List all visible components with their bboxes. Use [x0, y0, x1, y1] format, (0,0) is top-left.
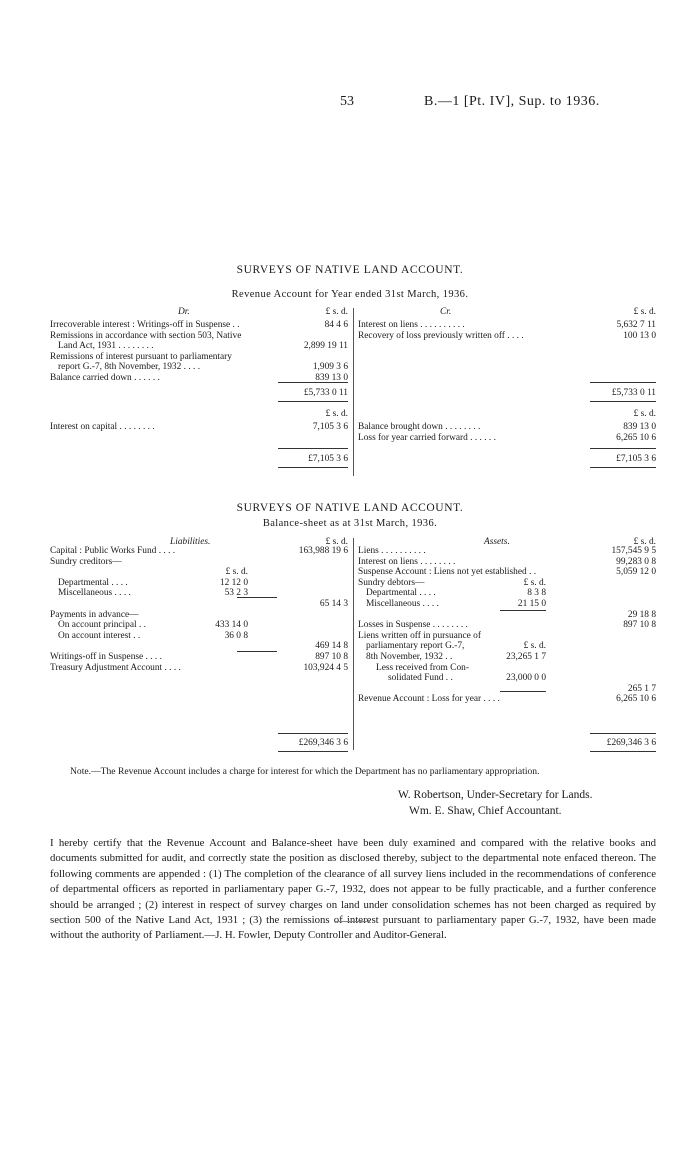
subtotal-rule: [237, 651, 277, 652]
cr-entry-text: Recovery of loss previously written off . . . .: [358, 330, 524, 341]
liab-money-heading: £ s. d.: [325, 537, 348, 547]
asset-entry-text: parliamentary report G.-7,: [366, 641, 465, 652]
liability-entry-inner-amount: 53 2 3: [224, 588, 248, 599]
cr-money-heading: £ s. d.: [633, 307, 656, 317]
cr-entry-amount: 100 13 0: [623, 330, 656, 341]
asset-entry-text: Liens written off in pursuance of: [358, 630, 481, 641]
revenue-total-cr: £5,733 0 11: [611, 388, 656, 398]
asset-entry-amount: 6,265 10 6: [616, 694, 656, 705]
dr-entry-text: Remissions in accordance with section 503, Native: [50, 330, 242, 341]
asset-entry-amount: 265 1 7: [627, 683, 656, 694]
asset-entry-text: 8th November, 1932 . .: [366, 652, 453, 662]
dr2-total-rule: [278, 448, 348, 449]
asset-entry-text: Suspense Account : Liens not yet established . .: [358, 567, 537, 578]
asset-entry-inner-amount: 21 15 0: [517, 599, 546, 609]
balance-divider: [353, 538, 354, 750]
dr-entry-text: Remissions of interest pursuant to parliamentary: [50, 351, 232, 362]
dr-entry-amount: 1,909 3 6: [312, 362, 348, 373]
revenue-total-dr: £5,733 0 11: [303, 388, 348, 398]
liability-entry-text: Miscellaneous . . . .: [58, 588, 131, 599]
asset-entry-text: Departmental . . . .: [366, 588, 436, 599]
cr-total-rule: [590, 382, 656, 383]
liability-entry-text: On account principal . .: [58, 620, 146, 631]
revenue-total2-cr: £7,105 3 6: [616, 454, 656, 464]
cr-entry-text: Interest on liens . . . . . . . . . .: [358, 320, 465, 330]
cr-total-underline: [590, 401, 656, 402]
asset-entry-amount: 897 10 8: [623, 620, 656, 631]
cr2-entry-text: Loss for year carried forward . . . . . .: [358, 433, 496, 443]
asset-entry-amount: 99,283 0 8: [616, 556, 656, 567]
asset-entry-text: Sundry debtors—: [358, 577, 425, 588]
revenue-divider: [353, 308, 354, 476]
page-number: 53: [340, 94, 354, 109]
signature-shaw: Wm. E. Shaw, Chief Accountant.: [409, 805, 562, 817]
dr-entry-amount: 2,899 19 11: [303, 341, 348, 352]
cr2-total-underline: [590, 467, 656, 468]
dr-entry-text: Land Act, 1931 . . . . . . . .: [58, 341, 154, 352]
liability-entry-text: Writings-off in Suspense . . . .: [50, 652, 162, 662]
asset-entry-amount: 157,545 9 5: [611, 546, 656, 556]
liab-total-underline: [278, 751, 348, 752]
asset-entry-text: Revenue Account : Loss for year . . . .: [358, 694, 500, 705]
document-reference: B.—1 [Pt. IV], Sup. to 1936.: [424, 94, 600, 109]
liab-total-rule: [278, 733, 348, 734]
subtotal-rule: [237, 597, 277, 598]
liability-entry-amount: 103,924 4 5: [303, 662, 348, 673]
liability-entry-amount: 163,988 19 6: [298, 546, 348, 556]
liability-entry-amount: 897 10 8: [315, 652, 348, 662]
asset-entry-inner-amount: £ s. d.: [523, 641, 546, 652]
dr-total-underline: [278, 401, 348, 402]
liabilities-label: Liabilities.: [170, 537, 211, 547]
asset-entry-text: solidated Fund . .: [388, 673, 453, 684]
closing-rule: [334, 921, 370, 922]
dr-entry-amount: 84 4 6: [324, 320, 348, 330]
liability-entry-text: Treasury Adjustment Account . . . .: [50, 662, 181, 673]
dr-money-heading: £ s. d.: [325, 307, 348, 317]
liability-entry-amount: 65 14 3: [319, 599, 348, 609]
dr-entry-text: report G.-7, 8th November, 1932 . . . .: [58, 362, 201, 373]
liability-entry-text: Sundry creditors—: [50, 556, 122, 567]
note: Note.—The Revenue Account includes a charge for interest for which the Department has no parliamentary appropriation.: [70, 766, 540, 777]
balance-total-assets: £269,346 3 6: [606, 738, 656, 748]
liability-entry-text: Capital : Public Works Fund . . . .: [50, 546, 176, 556]
dr-label: Dr.: [178, 307, 190, 317]
balance-total-liabilities: £269,346 3 6: [298, 738, 348, 748]
asset-entry-inner-amount: £ s. d.: [523, 577, 546, 588]
asset-entry-amount: 29 18 8: [627, 609, 656, 620]
interest-on-capital-amount: 7,105 3 6: [312, 422, 348, 432]
cr2-entry-amount: 6,265 10 6: [616, 433, 656, 443]
liability-entry-amount: 469 14 8: [315, 641, 348, 652]
asset-entry-amount: 5,059 12 0: [616, 567, 656, 578]
assets-label: Assets.: [484, 537, 510, 547]
revenue-title: SURVEYS OF NATIVE LAND ACCOUNT.: [236, 264, 464, 276]
liability-entry-inner-amount: £ s. d.: [225, 567, 248, 578]
dr-entry-amount: 839 13 0: [315, 373, 348, 383]
liability-entry-text: Departmental . . . .: [58, 577, 128, 588]
asset-entry-text: Interest on liens . . . . . . . .: [358, 556, 456, 567]
cr2-total-rule: [590, 448, 656, 449]
asset-entry-text: Liens . . . . . . . . . .: [358, 546, 426, 556]
revenue-subtitle: Revenue Account for Year ended 31st March, 1936.: [231, 289, 469, 300]
asset-entry-inner-amount: 23,265 1 7: [506, 652, 546, 662]
liability-entry-text: On account interest . .: [58, 630, 141, 641]
assets-total-underline: [590, 751, 656, 752]
asset-entry-inner-amount: 23,000 0 0: [506, 673, 546, 684]
asset-entry-text: Losses in Suspense . . . . . . . .: [358, 620, 468, 631]
balance-subtitle: Balance-sheet as at 31st March, 1936.: [262, 518, 438, 529]
balance-title: SURVEYS OF NATIVE LAND ACCOUNT.: [236, 502, 464, 514]
liability-entry-inner-amount: 36 0 8: [224, 630, 248, 641]
dr-total-rule: [278, 382, 348, 383]
cr2-entry-text: Balance brought down . . . . . . . .: [358, 422, 481, 432]
signature-robertson: W. Robertson, Under-Secretary for Lands.: [398, 789, 593, 801]
cr2-entry-amount: 839 13 0: [623, 422, 656, 432]
asset-entry-inner-amount: 8 3 8: [527, 588, 546, 599]
assets-total-rule: [590, 733, 656, 734]
liability-entry-text: Payments in advance—: [50, 609, 139, 620]
asset-entry-text: Miscellaneous . . . .: [366, 599, 439, 609]
audit-certificate: I hereby certify that the Revenue Account and Balance-sheet have been duly examined and compared with the relative books and documents submitted for audit, and correctly state the position as disclosed thereby, subject to the departmental note enfaced thereon. The following comments are appended : (1) The completion of the clearance of all survey liens included in the recommendations of conference of departmental officers as reported in parliamentary paper G.-7, 1932, does not appear to be fully practicable, and a further conference should be arranged ; (2) interest in respect of survey charges on land under consolidation schemes has not been charged as required by section 500 of the Native Land Act, 1931 ; (3) the remissions of interest pursuant to parliamentary paper G.-7, 1932, have been made without the authority of Parliament.—J. H. Fowler, Deputy Controller and Auditor-General.: [50, 837, 656, 942]
dr-entry-text: Irrecoverable interest : Writings-off in Suspense . .: [50, 320, 240, 330]
cr-entry-amount: 5,632 7 11: [616, 320, 656, 330]
revenue-total2-dr: £7,105 3 6: [308, 454, 348, 464]
assets-money-heading: £ s. d.: [633, 537, 656, 547]
subtotal-rule: [500, 610, 546, 611]
dr2-total-underline: [278, 467, 348, 468]
dr2-money-heading: £ s. d.: [325, 409, 348, 419]
asset-entry-text: Less received from Con-: [376, 662, 469, 673]
cr2-money-heading: £ s. d.: [633, 409, 656, 419]
interest-on-capital-label: Interest on capital . . . . . . . .: [50, 422, 155, 432]
subtotal-rule: [500, 691, 546, 692]
cr-label: Cr.: [440, 307, 452, 317]
dr-entry-text: Balance carried down . . . . . .: [50, 373, 160, 383]
liability-entry-inner-amount: 433 14 0: [215, 620, 248, 631]
liability-entry-inner-amount: 12 12 0: [219, 577, 248, 588]
